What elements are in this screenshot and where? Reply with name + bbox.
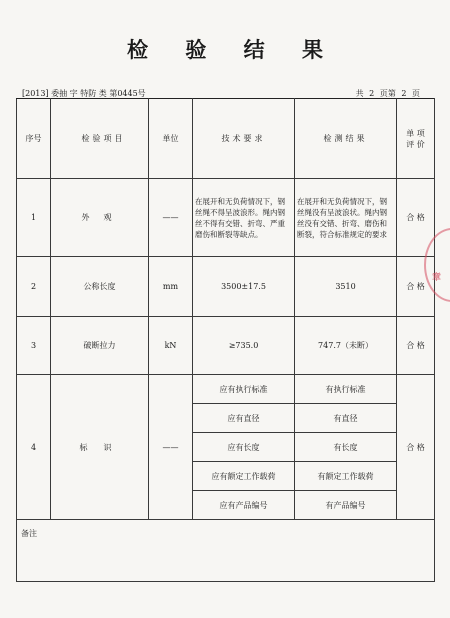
row3-requirement: ≥735.0 [193, 317, 295, 375]
row2-unit: mm [149, 257, 193, 317]
row4-result-5: 有产品编号 [295, 491, 397, 520]
page-counter: 共 2 页第 2 页 [355, 89, 420, 98]
stamp-char: 章 [432, 273, 442, 283]
row2-eval: 合 格 [397, 257, 435, 317]
row4-result-1: 有执行标准 [295, 375, 397, 404]
row1-eval: 合 格 [397, 179, 435, 257]
row3-item: 破断拉力 [51, 317, 149, 375]
row3-unit: kN [149, 317, 193, 375]
row4-requirement-5: 应有产品编号 [193, 491, 295, 520]
row3-eval: 合 格 [397, 317, 435, 375]
row4-eval: 合 格 [397, 375, 435, 520]
header-evaluation [397, 99, 435, 179]
row1-result-cell [295, 179, 397, 257]
header-eval-line2: 评 价 [406, 139, 425, 149]
row4-result-4: 有额定工作载荷 [295, 462, 397, 491]
row1-requirement-cell [193, 179, 295, 257]
row4-requirement-3: 应有长度 [193, 433, 295, 462]
row1-unit: —— [149, 179, 193, 257]
row2-seq: 2 [17, 257, 51, 317]
row4-requirement-4: 应有额定工作载荷 [193, 462, 295, 491]
page-title: 检 验 结 果 [127, 37, 338, 62]
row2-item: 公称长度 [51, 257, 149, 317]
row1-result: 在展开和无负荷情况下，钢丝绳没有呈波浪状。绳内钢丝没有交错、折弯、磨伤和断裂，符合标准规定的要求 [297, 196, 387, 239]
row2-requirement: 3500±17.5 [193, 257, 295, 317]
row4-requirement-1: 应有执行标准 [193, 375, 295, 404]
header-unit: 单位 [149, 99, 193, 179]
header-seq: 序号 [17, 99, 51, 179]
document-number: [2013] 委抽 字 特防 类 第0445号 [22, 89, 146, 98]
inspection-results-table [16, 98, 435, 582]
row2-result: 3510 [295, 257, 397, 317]
header-result: 检测结果 [295, 99, 397, 179]
row1-requirement: 在展开和无负荷情况下，钢丝绳不得呈波浪形。绳内钢丝不得有交错、折弯、严重磨伤和断裂等缺点。 [195, 196, 285, 239]
header-item: 检验项目 [51, 99, 149, 179]
row3-seq: 3 [17, 317, 51, 375]
table-row [17, 257, 435, 317]
table-row [17, 317, 435, 375]
row4-requirement-2: 应有直径 [193, 404, 295, 433]
header-requirement: 技术要求 [193, 99, 295, 179]
table-row [17, 179, 435, 257]
remarks-label: 备注 [17, 520, 435, 582]
row4-item: 标识 [51, 375, 149, 520]
remarks-row [17, 520, 435, 582]
row3-result: 747.7（未断） [295, 317, 397, 375]
row4-seq: 4 [17, 375, 51, 520]
row1-seq: 1 [17, 179, 51, 257]
row4-result-2: 有直径 [295, 404, 397, 433]
row1-item: 外观 [51, 179, 149, 257]
header-row [17, 99, 435, 179]
table-row [17, 375, 435, 404]
row4-unit: —— [149, 375, 193, 520]
header-eval-line1: 单 项 [406, 128, 425, 138]
row4-result-3: 有长度 [295, 433, 397, 462]
